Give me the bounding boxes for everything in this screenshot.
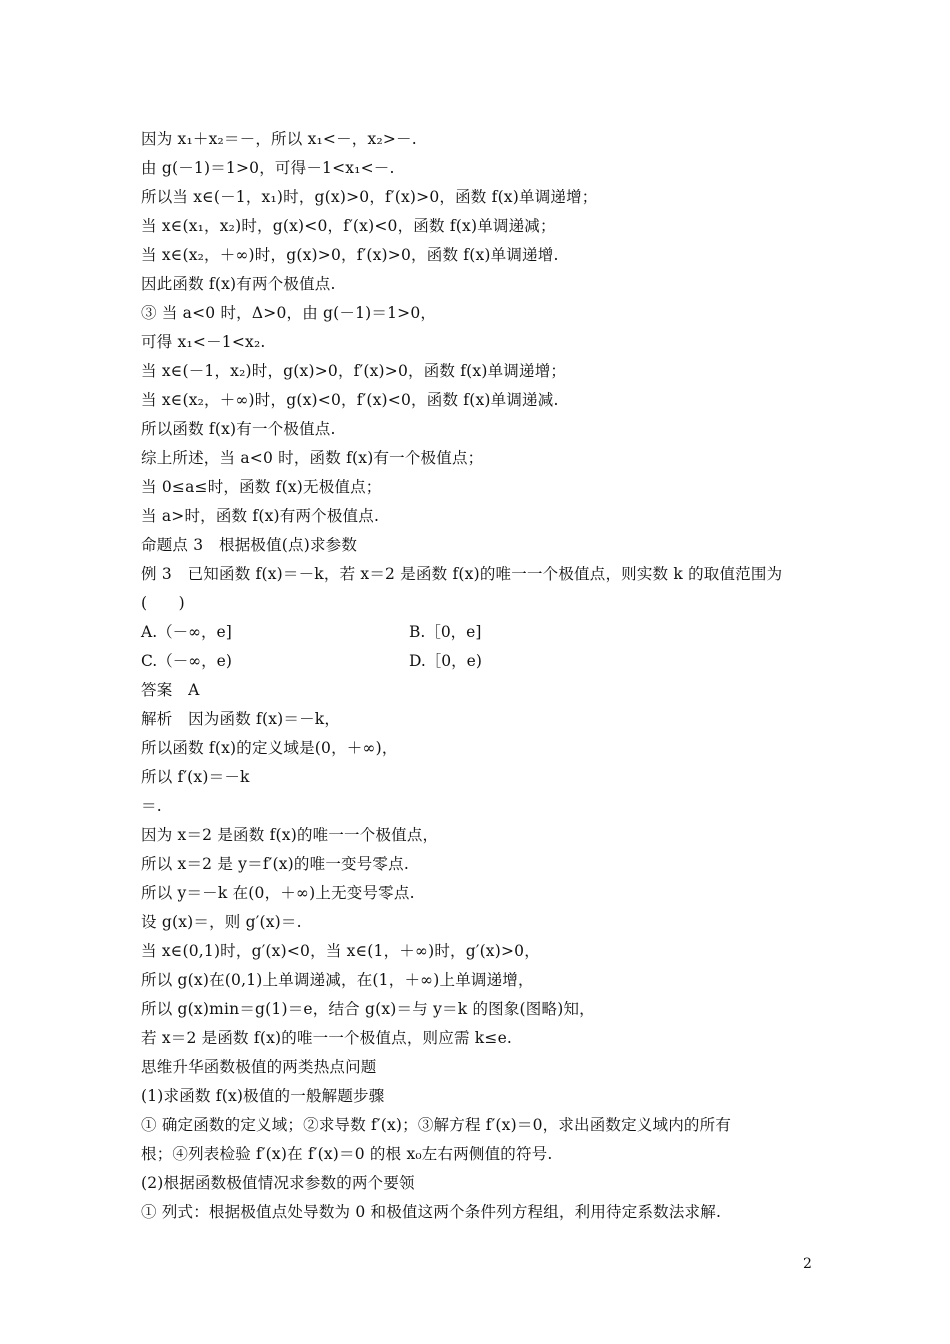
text-line: 所以 x＝2 是 y＝f′(x)的唯一变号零点.: [141, 855, 409, 873]
text-line: 根；④列表检验 f′(x)在 f′(x)＝0 的根 x₀左右两侧值的符号.: [141, 1145, 553, 1163]
example-question: 例 3 已知函数 f(x)＝－k，若 x＝2 是函数 f(x)的唯一一个极值点，则实数 k 的取值范围为: [141, 565, 783, 583]
summary-heading: 思维升华函数极值的两类热点问题: [141, 1058, 377, 1076]
text-line: 当 x∈(x₂，＋∞)时，g(x)>0，f′(x)>0，函数 f(x)单调递增.: [141, 246, 559, 264]
text-line: 所以 y＝－k 在(0，＋∞)上无变号零点.: [141, 884, 415, 902]
option-b: B.［0，e]: [409, 623, 482, 641]
text-line: 所以 f′(x)＝－k: [141, 768, 250, 786]
text-line: ＝.: [141, 797, 162, 815]
text-line: 所以当 x∈(－1，x₁)时，g(x)>0，f′(x)>0，函数 f(x)单调递增；: [141, 188, 598, 206]
text-line: 当 x∈(－1，x₂)时，g(x)>0，f′(x)>0，函数 f(x)单调递增；: [141, 362, 567, 380]
text-line: 可得 x₁<－1<x₂.: [141, 333, 266, 351]
text-line: 当 x∈(x₁，x₂)时，g(x)<0，f′(x)<0，函数 f(x)单调递减；: [141, 217, 556, 235]
text-line: (1)求函数 f(x)极值的一般解题步骤: [141, 1087, 385, 1105]
text-line: 所以函数 f(x)有一个极值点.: [141, 420, 336, 438]
text-line: 因为 x₁＋x₂＝－，所以 x₁<－，x₂>－.: [141, 130, 417, 148]
text-line: 当 x∈(0,1)时，g′(x)<0，当 x∈(1，＋∞)时，g′(x)>0，: [141, 942, 540, 960]
text-line: 所以 g(x)min＝g(1)＝e，结合 g(x)＝与 y＝k 的图象(图略)知，: [141, 1000, 595, 1018]
text-body: [141, 125, 821, 1227]
option-d: D.［0，e): [409, 652, 482, 670]
text-line: 当 0≤a≤时，函数 f(x)无极值点；: [141, 478, 382, 496]
text-line: 所以 g(x)在(0,1)上单调递减，在(1，＋∞)上单调递增，: [141, 971, 534, 989]
option-row: [141, 618, 821, 647]
text-line: 综上所述，当 a<0 时，函数 f(x)有一个极值点；: [141, 449, 484, 467]
text-line: 若 x＝2 是函数 f(x)的唯一一个极值点，则应需 k≤e.: [141, 1029, 513, 1047]
text-line: 当 x∈(x₂，＋∞)时，g(x)<0，f′(x)<0，函数 f(x)单调递减.: [141, 391, 559, 409]
text-line: ① 列式：根据极值点处导数为 0 和极值这两个条件列方程组，利用待定系数法求解.: [141, 1203, 722, 1221]
text-line: 当 a>时，函数 f(x)有两个极值点.: [141, 507, 380, 525]
option-c: C.（－∞，e): [141, 652, 232, 670]
text-line: ① 确定函数的定义域；②求导数 f′(x)；③解方程 f′(x)＝0，求出函数定义域内的所有: [141, 1116, 732, 1134]
page-number: 2: [803, 1256, 812, 1272]
option-a: A.（－∞，e]: [141, 623, 232, 641]
text-line: 所以函数 f(x)的定义域是(0，＋∞)，: [141, 739, 398, 757]
answer-line: 答案 A: [141, 681, 200, 699]
section-heading: 命题点 3 根据极值(点)求参数: [141, 536, 358, 554]
answer-blank: ( ): [141, 594, 185, 612]
analysis-line: 解析 因为函数 f(x)＝－k，: [141, 710, 341, 728]
text-line: 设 g(x)＝，则 g′(x)＝.: [141, 913, 302, 931]
text-line: 因为 x＝2 是函数 f(x)的唯一一个极值点，: [141, 826, 439, 844]
text-line: 由 g(－1)＝1>0，可得－1<x₁<－.: [141, 159, 395, 177]
text-line: (2)根据函数极值情况求参数的两个要领: [141, 1174, 415, 1192]
text-line: 因此函数 f(x)有两个极值点.: [141, 275, 336, 293]
option-row: [141, 647, 821, 676]
text-line: ③ 当 a<0 时，Δ>0，由 g(－1)＝1>0，: [141, 304, 437, 322]
